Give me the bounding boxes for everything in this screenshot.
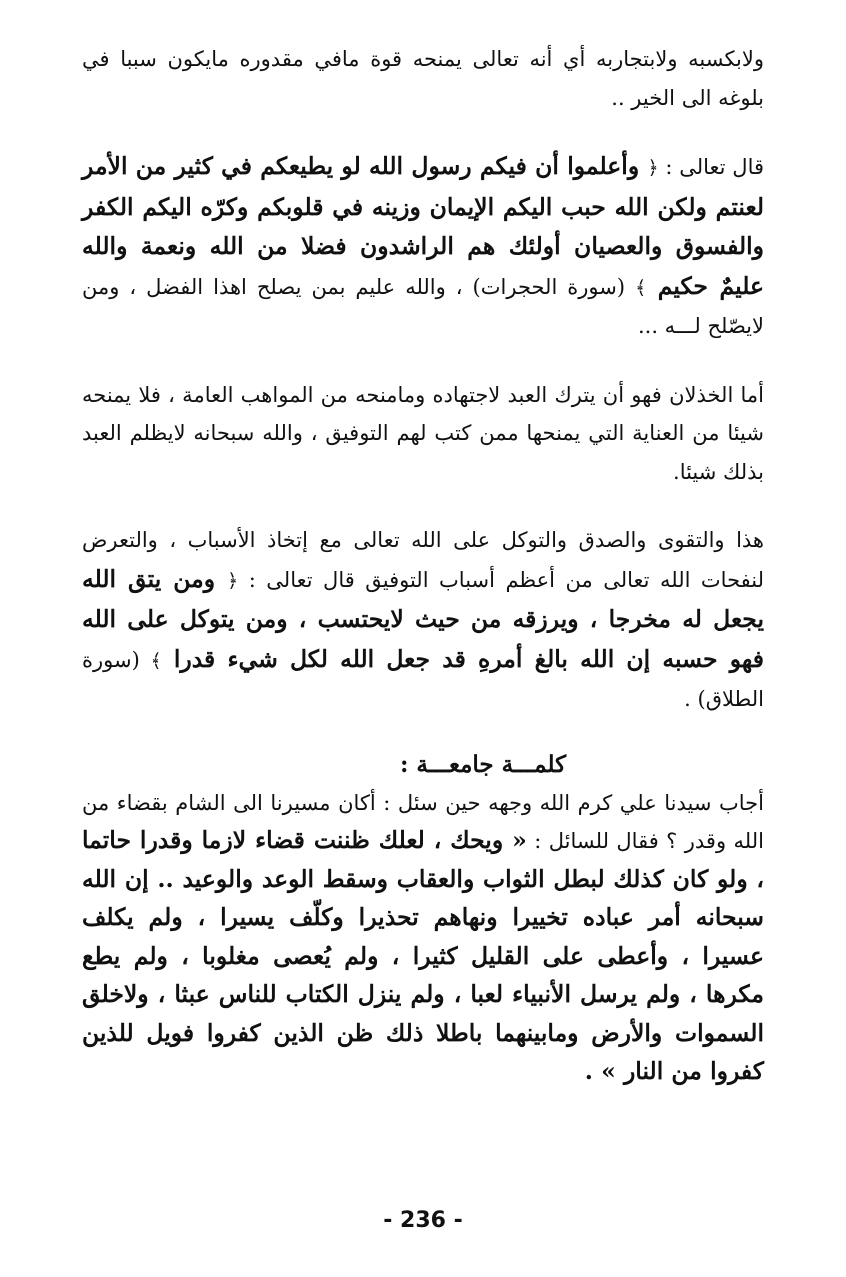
paragraph-4 (82, 521, 764, 719)
paragraph-gap (82, 346, 764, 376)
quran-close-bracket: ﴾ (150, 649, 162, 672)
paragraph-4-rest: (سورة الطلاق) . (82, 647, 764, 711)
paragraph-5-intro: أجاب سيدنا علي كرم الله وجهه حين سئل : أكان مسيرنا الى الشام بقضاء من الله وقدر ؟ فقال للسائل : (82, 790, 764, 853)
paragraph-5 (82, 785, 764, 1092)
quran-close-bracket: ﴾ (635, 276, 647, 299)
paragraph-gap (82, 117, 764, 147)
page-number: - 236 - (383, 1208, 463, 1233)
ali-quote: « ويحك ، لعلك ظننت قضاء لازما وقدرا حاتما ، ولو كان كذلك لبطل الثواب والعقاب وسقط الوعد والوعيد .. إن الله سبحانه أمر عباده تخييرا ونهاهم تحذيرا وكلّف يسيرا ، ولم يكلف عسيرا ، وأعطى على القليل كثيرا ، ولم يُعصى مغلوبا ، ولم يطع مكرها ، ولم يرسل الأنبياء لعبا ، ولم ينزل الكتاب للناس عبثا ، ولاخلق السموات والأرض ومابينهما باطلا ذلك ظن الذين كفروا فويل للذين كفروا من النار » . (82, 826, 764, 1085)
paragraph-2-intro: قال تعالى : (658, 155, 765, 179)
section-heading: كلمـــة جامعـــة : (399, 750, 567, 778)
paragraph-2 (82, 147, 764, 346)
quran-open-bracket: ﴿ (647, 157, 659, 179)
paragraph-gap (82, 491, 764, 521)
paragraph-2-rest: (سورة الحجرات) ، والله عليم بمن يصلح اهذا الفضل ، ومن لايصّلح لـــه ... (82, 274, 764, 338)
quran-verse-hujurat: وأعلموا أن فيكم رسول الله لو يطيعكم في كثير من الأمر لعنتم ولكن الله حبب اليكم الإيمان وزينه في قلوبكم وكرّه اليكم الكفر والفسوق والعصيان أولئك هم الراشدون فضلا من الله ونعمة والله عليمٌ حكيم (82, 152, 764, 300)
page-body (82, 40, 764, 1092)
quran-verse-talaq: ومن يتق الله يجعل له مخرجا ، ويرزقه من حيث لايحتسب ، ومن يتوكل على الله فهو حسبه إن الله بالغ أمرهِ قد جعل الله لكل شيء قدرا (82, 564, 764, 673)
paragraph-1 (82, 40, 764, 117)
paragraph-gap (82, 719, 764, 745)
paragraph-3 (82, 376, 764, 492)
paragraph-1-text: ولابكسبه ولابتجاربه أي أنه تعالى يمنحه قوة مافي مقدوره مايكون سببا في بلوغه الى الخير .. (82, 47, 764, 110)
paragraph-4-intro: هذا والتقوى والصدق والتوكل على الله تعالى مع إتخاذ الأسباب ، والتعرض لنفحات الله تعالى من أعظم أسباب التوفيق قال تعالى : (82, 528, 764, 592)
quran-open-bracket: ﴿ (227, 569, 239, 592)
paragraph-3-text: أما الخذلان فهو أن يترك العبد لاجتهاده ومامنحه من المواهب العامة ، فلا يمنحه شيئا من العناية التي يمنحها ممن كتب لهم التوفيق ، والله سبحانه لايظلم العبد بذلك شيئا. (82, 382, 764, 484)
